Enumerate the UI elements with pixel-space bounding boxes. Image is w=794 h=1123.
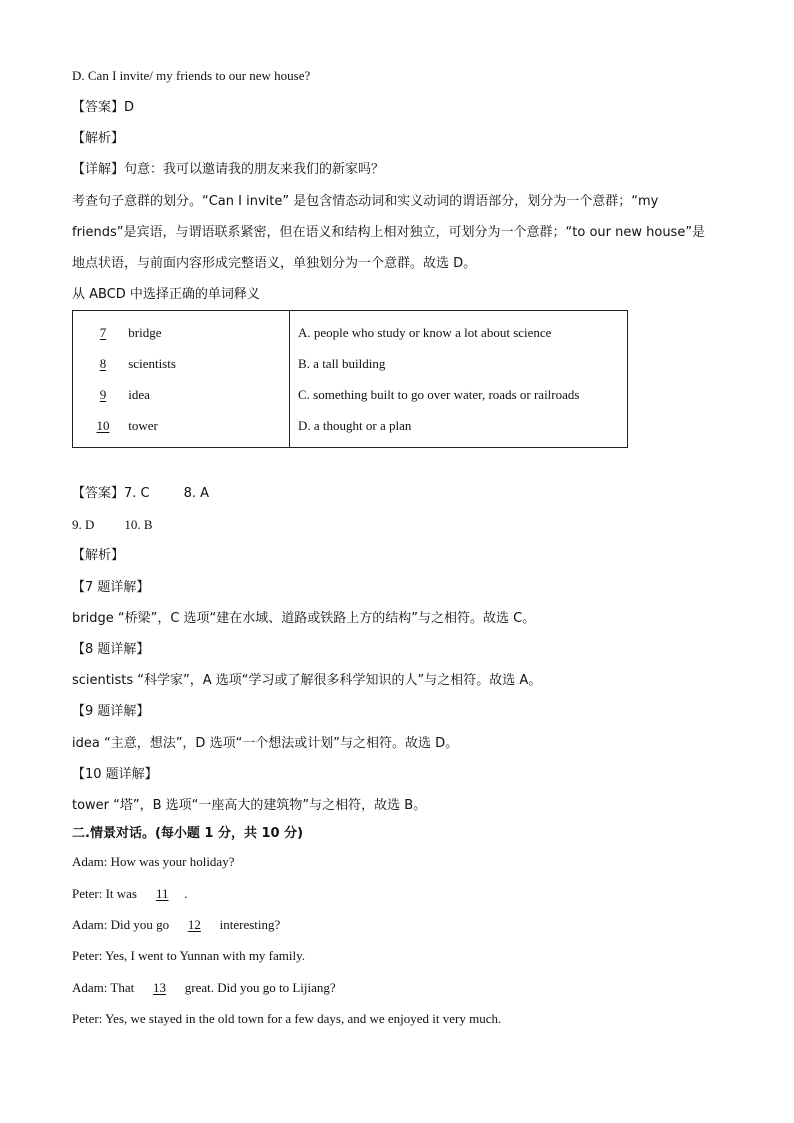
dialogue-text: great. Did you go to Lijiang? (181, 980, 336, 995)
detail-line-4: 地点状语，与前面内容形成完整语义，单独划分为一个意群。故选 D。 (72, 256, 477, 271)
definition-row: A. people who study or know a lot about science (298, 325, 552, 340)
detail-line-1: 【详解】句意：我可以邀请我的朋友来我们的新家吗？ (72, 162, 385, 177)
dialogue-text: Adam: That (72, 980, 138, 995)
word-row (81, 317, 281, 348)
word-text: tower (128, 418, 158, 433)
vocab-answer-line-1 (72, 486, 209, 502)
dialogue-text: interesting? (216, 917, 281, 932)
definition-row: C. something built to go over water, roads or railroads (298, 387, 580, 402)
answer-value: 10. B (124, 517, 153, 532)
word-row (81, 348, 281, 379)
vocab-instruction: 从 ABCD 中选择正确的单词释义 (72, 287, 260, 302)
word-number: 8 (99, 356, 107, 371)
question-option-d: D. Can I invite/ my friends to our new house? (72, 68, 311, 83)
blank-11: 11 (155, 886, 169, 901)
dialogue-line (72, 917, 280, 933)
blank-13: 13 (152, 980, 166, 995)
answer-value: 7. C (124, 486, 150, 501)
answer-value: 9. D (72, 517, 95, 532)
detail-line-2: 考查句子意群的划分。“Can I invite” 是包含情态动词和实义动词的谓语部分，划分为一个意群；“my (72, 194, 659, 209)
definition-column (290, 311, 628, 448)
word-number: 9 (99, 387, 107, 402)
blank-12: 12 (187, 917, 201, 932)
answer-value: D (124, 100, 135, 115)
detail-9-body: idea “主意，想法”，D 选项“一个想法或计划”与之相符。故选 D。 (72, 736, 459, 751)
vocab-table (72, 310, 628, 448)
section-heading: 二.情景对话。(每小题 1 分，共 10 分) (72, 826, 304, 841)
detail-9-heading: 【9 题详解】 (72, 704, 150, 719)
detail-10-heading: 【10 题详解】 (72, 767, 158, 782)
dialogue-text: . (184, 886, 188, 901)
dialogue-text: Adam: Did you go (72, 917, 173, 932)
answer-label: 【答案】 (72, 486, 125, 501)
detail-10-body: tower “塔”，B 选项“一座高大的建筑物”与之相符，故选 B。 (72, 798, 427, 813)
dialogue-line: Peter: Yes, I went to Yunnan with my family. (72, 948, 306, 963)
analysis-label: 【解析】 (72, 131, 125, 146)
word-text: scientists (128, 356, 176, 371)
detail-line-3: friends”是宾语，与谓语联系紧密，但在语义和结构上相对独立，可划分为一个意群；“to our new house”是 (72, 225, 706, 240)
word-column (73, 311, 290, 448)
word-row (81, 379, 281, 410)
definition-row: B. a tall building (298, 356, 386, 371)
detail-8-body: scientists “科学家”，A 选项“学习或了解很多科学知识的人”与之相符。故选 A。 (72, 673, 542, 688)
dialogue-line (72, 980, 336, 996)
word-number: 10 (96, 418, 110, 433)
detail-7-heading: 【7 题详解】 (72, 580, 150, 595)
word-number: 7 (99, 325, 107, 340)
dialogue-line: Adam: How was your holiday? (72, 854, 235, 869)
definition-row: D. a thought or a plan (298, 418, 412, 433)
detail-8-heading: 【8 题详解】 (72, 642, 150, 657)
vocab-answer-line-2 (72, 517, 153, 533)
word-text: bridge (128, 325, 162, 340)
vocab-analysis-label: 【解析】 (72, 548, 125, 563)
detail-7-body: bridge “桥梁”，C 选项“建在水域、道路或铁路上方的结构”与之相符。故选 C。 (72, 611, 536, 626)
answer-label: 【答案】 (72, 100, 125, 115)
dialogue-text: Peter: It was (72, 886, 141, 901)
dialogue-line: Peter: Yes, we stayed in the old town for a few days, and we enjoyed it very much. (72, 1011, 502, 1026)
answer-value: 8. A (183, 486, 210, 501)
dialogue-line (72, 886, 187, 902)
word-text: idea (128, 387, 150, 402)
answer-line (72, 100, 134, 116)
word-row (81, 410, 281, 441)
